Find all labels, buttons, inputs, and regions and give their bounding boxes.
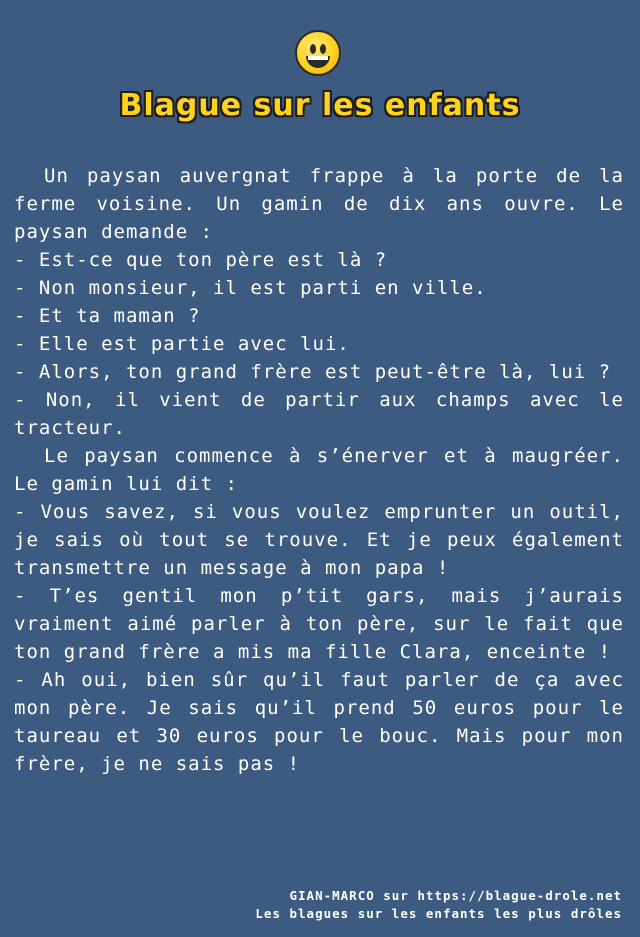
emoji-eye-right <box>320 44 326 54</box>
smiling-face-icon <box>295 30 341 76</box>
footer <box>255 887 622 923</box>
joke-paragraph: - Non monsieur, il est parti en ville. <box>14 277 487 299</box>
emoji-mouth <box>306 56 330 68</box>
joke-paragraph: - Elle est partie avec lui. <box>14 333 350 355</box>
joke-paragraph: - Non, il vient de partir aux champs avec le tracteur. <box>14 389 624 439</box>
joke-paragraph: - Et ta maman ? <box>14 305 201 327</box>
joke-text <box>14 162 624 778</box>
footer-tagline: Les blagues sur les enfants les plus drôles <box>255 906 622 921</box>
emoji-eye-left <box>310 44 316 54</box>
joke-paragraph: - Vous savez, si vous voulez emprunter un outil, je sais où tout se trouve. Et je peux également transmettre un message à mon papa ! <box>14 501 624 579</box>
joke-paragraph: - Alors, ton grand frère est peut-être là, lui ? <box>14 361 612 383</box>
joke-paragraph: - Ah oui, bien sûr qu’il faut parler de ça avec mon père. Je sais qu’il prend 50 euros pour le taureau et 30 euros pour le bouc. Mais pour mon frère, je ne sais pas ! <box>14 669 624 775</box>
joke-paragraph: - T’es gentil mon p’tit gars, mais j’aurais vraiment aimé parler à ton père, sur le fait que ton grand frère a mis ma fille Clara, enceinte ! <box>14 585 624 663</box>
joke-paragraph: Un paysan auvergnat frappe à la porte de la ferme voisine. Un gamin de dix ans ouvre. Le paysan demande : <box>14 165 624 243</box>
joke-paragraph: - Est-ce que ton père est là ? <box>14 249 388 271</box>
page-title: Blague sur les enfants <box>119 88 521 123</box>
joke-paragraph: Le paysan commence à s’énerver et à maugréer. Le gamin lui dit : <box>14 445 624 495</box>
footer-credit: GIAN-MARCO sur https://blague-drole.net <box>289 888 622 903</box>
